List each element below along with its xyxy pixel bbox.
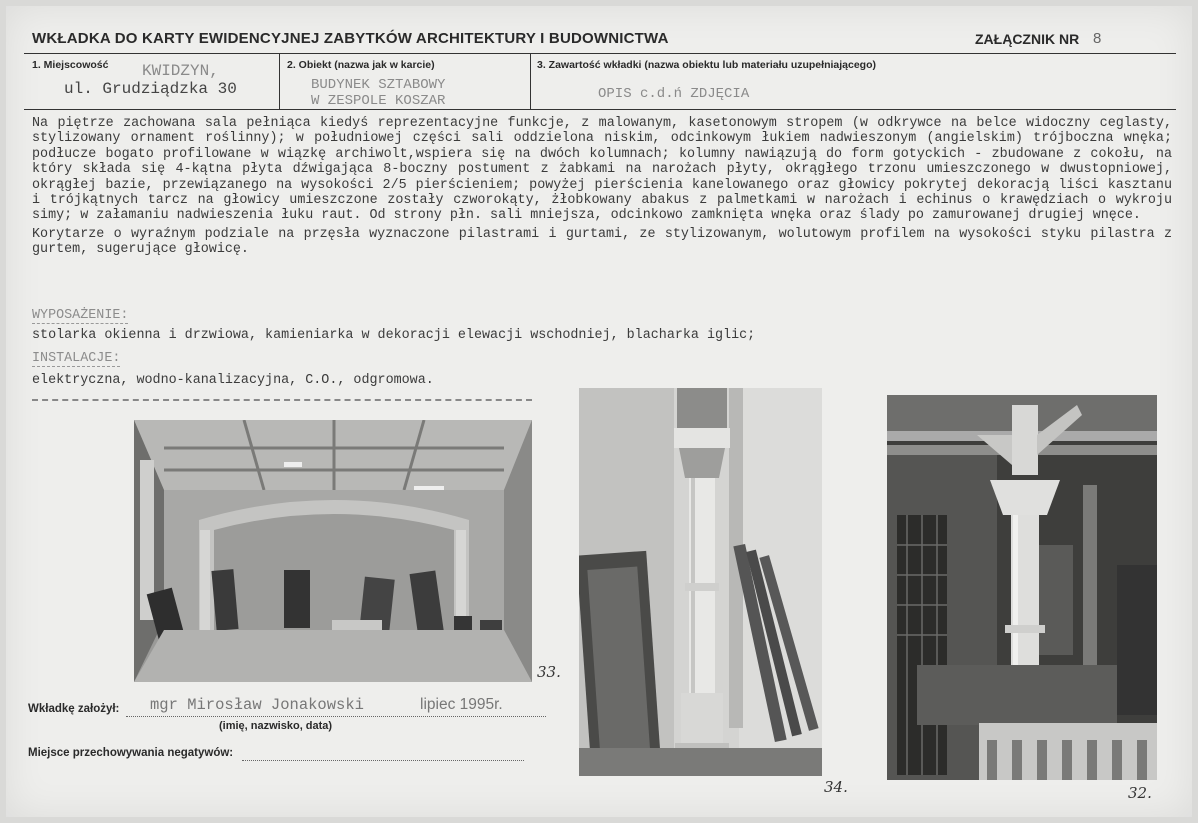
negatives-label: Miejsce przechowywania negatywów: bbox=[28, 747, 234, 759]
photo-33-number: 33. bbox=[537, 663, 561, 681]
header-bottom-rule bbox=[24, 109, 1176, 110]
author-date: lipiec 1995r. bbox=[420, 696, 503, 713]
contents-label: 3. Zawartość wkładki (nazwa obiektu lub materiału uzupełniającego) bbox=[537, 59, 876, 71]
interior-hall-photo bbox=[134, 420, 532, 682]
porch-column-photo bbox=[887, 395, 1157, 780]
photo-32-number: 32. bbox=[1128, 784, 1152, 802]
annex-label: ZAŁĄCZNIK NR bbox=[975, 31, 1080, 47]
object-line2: W ZESPOLE KOSZAR bbox=[311, 93, 446, 109]
author-name: mgr Mirosław Jonakowski bbox=[150, 696, 364, 714]
description-paragraph-2: Korytarze o wyraźnym podziale na przęsła wyznaczone pilastrami i gurtami, ze stylizowanym, wolutowym profilem na wysokości styku pilastra z gurtem, sugerujące głowicę. bbox=[32, 226, 1172, 258]
author-hint: (imię, nazwisko, data) bbox=[219, 720, 333, 732]
photo-34-number: 34. bbox=[824, 778, 848, 796]
author-dotted-line bbox=[126, 716, 546, 717]
contents-value: OPIS c.d.ń ZDJĘCIA bbox=[598, 86, 750, 102]
field-divider-1 bbox=[279, 53, 280, 109]
equipment-text: stolarka okienna i drzwiowa, kamieniarka w dekoracji elewacji wschodniej, blacharka iglic; bbox=[32, 328, 756, 343]
location-label: 1. Miejscowość bbox=[32, 59, 109, 71]
location-city: KWIDZYN, bbox=[142, 62, 219, 80]
record-card bbox=[6, 6, 1192, 817]
description-paragraph-1: Na piętrze zachowana sala pełniąca kiedyś reprezentacyjne funkcje, z malowanym, kasetonowym stropem (w odkrywce na belce widoczny ceglasty, stylizowany ornament roślinny); w południowej części sali oddzielona niskim, odcinkowym łukiem nadwieszonym (angielskim) trójboczna wnęka; podłucze bogato profilowane w wiązkę archiwolt,wspiera się na dwóch kolumnach; kolumny nawiązują do form gotyckich - zbudowane z cokołu, na który składa się 4-kątna płyta dźwigająca 8-boczny postument z żabkami na narożach płyty, okrągłego trzonu umieszczonego w dwustopniowej, okrągłej bazie, przewiązanego na wysokości 2/5 pierścieniem; powyżej pierścienia kanelowanego oraz głowicy pokrytej dekoracją liści kasztanu i trójkątnych tarcz na głowicy umieszczone zostały czworokąty, żłobkowany abakus z palmetkami w narożach i echinus o krawędziach o wykroju simy; w załamaniu nadwieszenia łuku raut. Od strony płn. sali mniejsza, odcinkowo zamknięta wnęka oraz ślady po zamurowanej drugiej wnęce. bbox=[32, 116, 1172, 224]
equipment-heading: WYPOSAŻENIE: bbox=[32, 308, 129, 323]
card-title: WKŁADKA DO KARTY EWIDENCYJNEJ ZABYTKÓW ARCHITEKTURY I BUDOWNICTWA bbox=[32, 30, 669, 47]
field-divider-2 bbox=[530, 53, 531, 109]
author-label: Wkładkę założył: bbox=[28, 703, 120, 715]
location-street: ul. Grudziądzka 30 bbox=[64, 80, 237, 98]
object-label: 2. Obiekt (nazwa jak w karcie) bbox=[287, 59, 435, 71]
description-text bbox=[32, 116, 1172, 261]
header-top-rule bbox=[24, 53, 1176, 54]
annex-number: 8 bbox=[1093, 30, 1102, 47]
column-photo bbox=[579, 388, 822, 776]
object-line1: BUDYNEK SZTABOWY bbox=[311, 77, 446, 93]
installations-text: elektryczna, wodno-kanalizacyjna, C.O., odgromowa. bbox=[32, 373, 434, 388]
negatives-dotted-line bbox=[242, 760, 524, 761]
section-end-rule bbox=[32, 399, 532, 401]
installations-heading: INSTALACJE: bbox=[32, 351, 121, 366]
